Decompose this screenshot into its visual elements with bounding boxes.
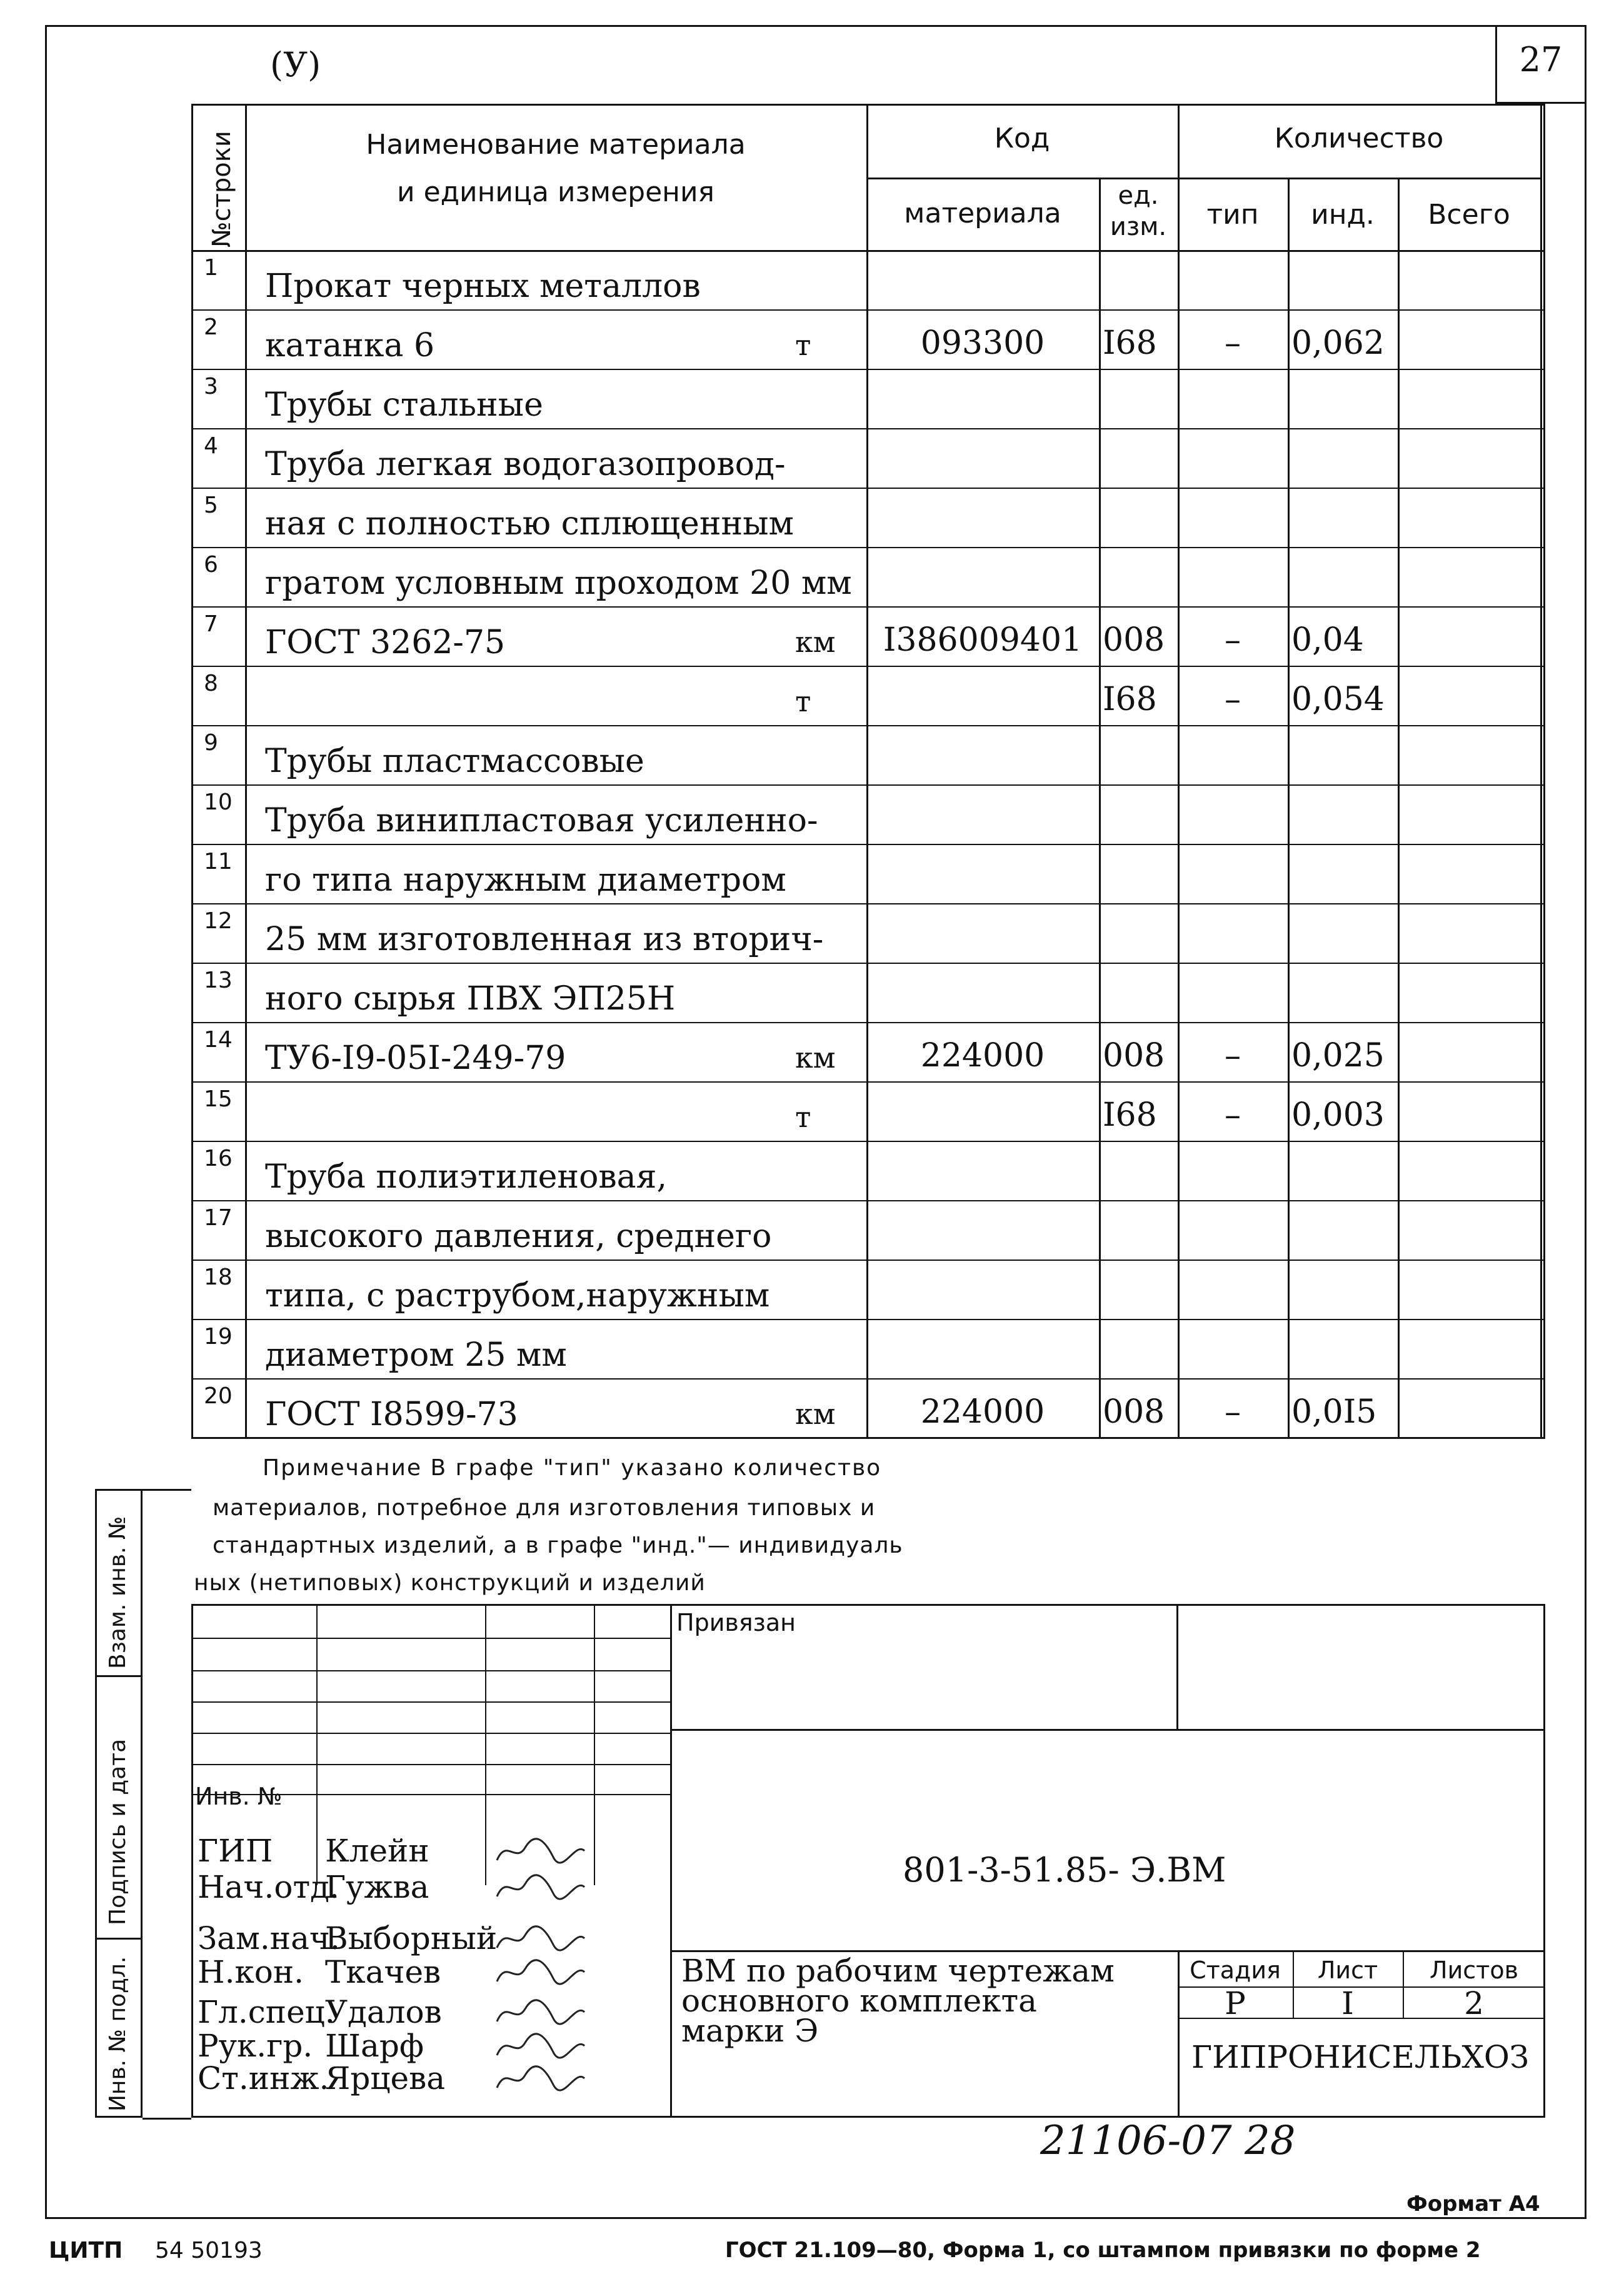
row-number: 10 bbox=[204, 789, 233, 815]
material-name: катанка 6 bbox=[265, 327, 435, 364]
signer-name: Выборный bbox=[325, 1920, 498, 1956]
privyazan-label: Привязан bbox=[676, 1609, 796, 1636]
type-qty: – bbox=[1225, 621, 1241, 659]
vzam-inv-label: Взам. инв. № bbox=[105, 1516, 131, 1669]
quantity-header: Количество bbox=[1274, 123, 1444, 154]
unit-code: I68 bbox=[1103, 681, 1157, 718]
ind-qty: 0,04 bbox=[1291, 621, 1364, 659]
material-name: ного сырья ПВХ ЭП25Н bbox=[265, 980, 676, 1018]
signature-scribble bbox=[494, 1956, 588, 1988]
signature-scribble bbox=[494, 2063, 588, 2094]
material-name: Труба винипластовая усиленно- bbox=[265, 802, 818, 839]
material-code-header: материала bbox=[904, 198, 1061, 229]
material-name: гратом условным проходом 20 мм bbox=[265, 564, 852, 602]
ind-qty: 0,062 bbox=[1291, 324, 1385, 362]
sheet-value: I bbox=[1341, 1985, 1354, 2021]
material-name: ная с полностью сплющенным bbox=[265, 505, 794, 543]
unit-code: I68 bbox=[1103, 324, 1157, 362]
ind-qty: 0,0I5 bbox=[1291, 1393, 1377, 1431]
inv-podl-label: Инв. № подл. bbox=[105, 1956, 131, 2111]
material-name: го типа наружным диаметром bbox=[265, 861, 786, 899]
title-line-1: ВМ по рабочим чертежам bbox=[681, 1953, 1115, 1989]
page-number: 27 bbox=[1519, 40, 1563, 79]
code-header: Код bbox=[994, 123, 1050, 154]
row-number: 20 bbox=[204, 1383, 233, 1409]
row-number: 2 bbox=[204, 314, 218, 340]
inv-no-label: Инв. № bbox=[195, 1783, 283, 1810]
handwritten-number: 21106-07 28 bbox=[1040, 2118, 1296, 2164]
document-code: 801-3-51.85- Э.ВМ bbox=[903, 1850, 1226, 1890]
material-unit: км bbox=[795, 1397, 836, 1431]
ind-qty: 0,025 bbox=[1291, 1037, 1385, 1074]
row-number: 15 bbox=[204, 1086, 233, 1112]
name-header-line1: Наименование материала bbox=[366, 129, 746, 161]
note-line-4: ных (нетиповых) конструкций и изделий bbox=[194, 1570, 706, 1596]
row-number: 17 bbox=[204, 1205, 233, 1231]
signer-role: Рук.гр. bbox=[198, 2028, 313, 2064]
signer-role: Гл.спец. bbox=[198, 1994, 335, 2030]
signer-role: Зам.нач. bbox=[198, 1920, 340, 1956]
footer-standard: ГОСТ 21.109—80, Форма 1, со штампом привязки по форме 2 bbox=[725, 2238, 1481, 2263]
ind-header: инд. bbox=[1311, 199, 1375, 231]
row-number: 11 bbox=[204, 849, 233, 874]
ind-qty: 0,003 bbox=[1291, 1096, 1385, 1134]
type-qty: – bbox=[1225, 1096, 1241, 1134]
material-name: высокого давления, среднего bbox=[265, 1218, 772, 1255]
unit-code: 008 bbox=[1103, 1393, 1165, 1431]
sheets-label: Листов bbox=[1430, 1956, 1518, 1984]
ind-qty: 0,054 bbox=[1291, 681, 1385, 718]
row-number: 9 bbox=[204, 730, 218, 756]
row-number: 19 bbox=[204, 1324, 233, 1350]
material-name: диаметром 25 мм bbox=[265, 1336, 567, 1374]
signer-role: ГИП bbox=[198, 1833, 273, 1869]
title-line-3: марки Э bbox=[681, 2013, 819, 2049]
stage-value: Р bbox=[1225, 1985, 1246, 2021]
material-unit: км bbox=[795, 625, 836, 659]
type-header: тип bbox=[1206, 199, 1259, 231]
note-line-3: стандартных изделий, а в графе "инд."— индивидуаль bbox=[213, 1533, 903, 1558]
row-number: 16 bbox=[204, 1146, 233, 1171]
material-code: I386009401 bbox=[883, 621, 1083, 659]
unit-code: 008 bbox=[1103, 1037, 1165, 1074]
material-code: 224000 bbox=[920, 1037, 1045, 1074]
material-name: ГОСТ I8599-73 bbox=[265, 1396, 518, 1433]
material-name: Труба легкая водогазопровод- bbox=[265, 446, 786, 483]
signature-scribble bbox=[494, 1923, 588, 1954]
type-qty: – bbox=[1225, 1037, 1241, 1074]
row-number: 4 bbox=[204, 433, 218, 459]
signer-role: Нач.отд. bbox=[198, 1869, 339, 1905]
signer-role: Н.кон. bbox=[198, 1954, 304, 1990]
material-name: 25 мм изготовленная из вторич- bbox=[265, 921, 824, 958]
sheet-label: Лист bbox=[1317, 1956, 1378, 1984]
title-line-2: основного комплекта bbox=[681, 1983, 1037, 2019]
row-number: 6 bbox=[204, 552, 218, 578]
material-name: ГОСТ 3262-75 bbox=[265, 624, 506, 661]
material-name: Трубы пластмассовые bbox=[265, 743, 644, 780]
signer-name: Клейн bbox=[325, 1833, 429, 1869]
row-number: 13 bbox=[204, 968, 233, 993]
unit-header-line2: изм. bbox=[1110, 213, 1167, 241]
row-number: 12 bbox=[204, 908, 233, 934]
footer-number: 54 50193 bbox=[155, 2238, 263, 2263]
type-qty: – bbox=[1225, 681, 1241, 718]
sheets-value: 2 bbox=[1464, 1985, 1484, 2021]
unit-code: I68 bbox=[1103, 1096, 1157, 1134]
signature-scribble bbox=[494, 2030, 588, 2061]
row-number: 8 bbox=[204, 671, 218, 696]
organization: ГИПРОНИСЕЛЬХОЗ bbox=[1191, 2039, 1530, 2075]
material-name: Прокат черных металлов bbox=[265, 268, 701, 305]
unit-code: 008 bbox=[1103, 621, 1165, 659]
marker: (У) bbox=[270, 45, 321, 84]
signer-name: Шарф bbox=[325, 2028, 424, 2064]
material-name: Трубы стальные bbox=[265, 386, 543, 424]
signer-name: Ярцева bbox=[325, 2060, 446, 2096]
row-number: 5 bbox=[204, 493, 218, 518]
signature-scribble bbox=[494, 1871, 588, 1903]
material-unit: км bbox=[795, 1041, 836, 1074]
format-label: Формат А4 bbox=[1406, 2191, 1540, 2216]
row-number: 18 bbox=[204, 1265, 233, 1290]
signer-role: Ст.инж. bbox=[198, 2060, 329, 2096]
material-unit: т bbox=[795, 1100, 811, 1134]
row-number: 3 bbox=[204, 374, 218, 399]
signer-name: Ткачев bbox=[325, 1954, 441, 1990]
row-number: 14 bbox=[204, 1027, 233, 1053]
footer-org: ЦИТП bbox=[49, 2238, 123, 2263]
material-name: Труба полиэтиленовая, bbox=[265, 1158, 667, 1196]
note-line-2: материалов, потребное для изготовления типовых и bbox=[213, 1495, 876, 1521]
material-code: 093300 bbox=[920, 324, 1045, 362]
material-unit: т bbox=[795, 328, 811, 362]
unit-header-line1: ед. bbox=[1118, 181, 1159, 210]
signature-scribble bbox=[494, 1996, 588, 2028]
row-number-header: №строки bbox=[208, 131, 236, 248]
name-header-line2: и единица измерения bbox=[396, 176, 715, 208]
signer-name: Гужва bbox=[325, 1869, 429, 1905]
total-header: Всего bbox=[1428, 199, 1510, 231]
note-line-1: Примечание В графе "тип" указано количество bbox=[263, 1455, 882, 1481]
signature-scribble bbox=[494, 1835, 588, 1866]
stage-label: Стадия bbox=[1190, 1956, 1281, 1984]
type-qty: – bbox=[1225, 1393, 1241, 1431]
material-unit: т bbox=[795, 684, 811, 718]
signer-name: Удалов bbox=[325, 1994, 442, 2030]
row-number: 7 bbox=[204, 611, 218, 637]
material-code: 224000 bbox=[920, 1393, 1045, 1431]
podpis-data-label: Подпись и дата bbox=[105, 1738, 131, 1925]
type-qty: – bbox=[1225, 324, 1241, 362]
row-number: 1 bbox=[204, 255, 218, 281]
material-name: типа, с раструбом,наружным bbox=[265, 1277, 770, 1315]
material-name: ТУ6-I9-05I-249-79 bbox=[265, 1039, 566, 1077]
